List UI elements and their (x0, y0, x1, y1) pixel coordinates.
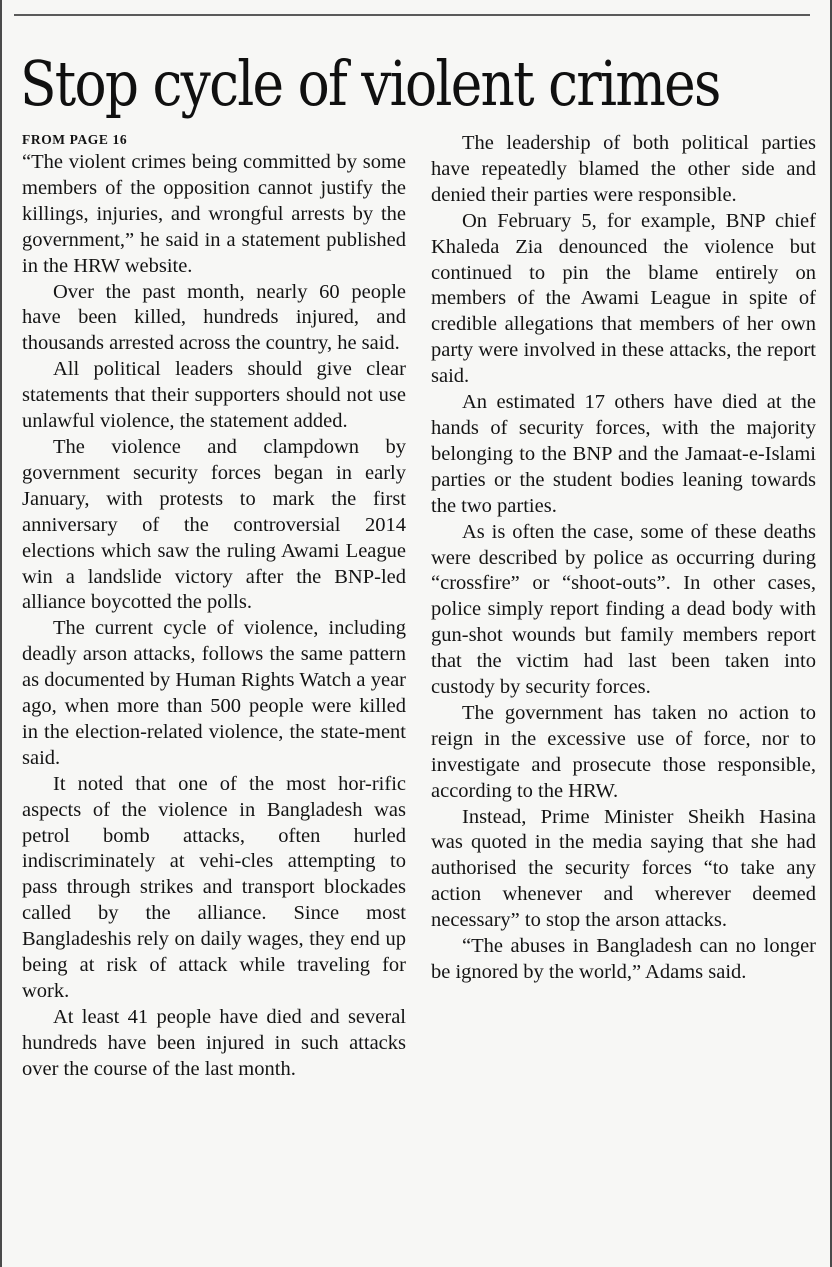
paragraph: On February 5, for example, BNP chief Khaleda Zia denounced the violence but continued to pin the blame entirely on members of the Awami League in spite of credible allegations that members of her own party were involved in these attacks, the report said. (431, 209, 816, 388)
paragraph: “The violent crimes being committed by some members of the opposition cannot justify the killings, injuries, and wrongful arrests by the government,” he said in a statement published in the HRW website. (22, 151, 406, 277)
paragraph: It noted that one of the most hor-rific aspects of the violence in Bangladesh was petrol bomb attacks, often hurled indiscriminately at vehi-cles attempting to pass through strikes and transport blockades called by the alliance. Since most Bangladeshis rely on daily wages, they end up being at risk of attack while traveling for work. (22, 772, 406, 1002)
headline: Stop cycle of violent crimes (20, 47, 720, 120)
paragraph: “The abuses in Bangladesh can no longer be ignored by the world,” Adams said. (431, 935, 816, 983)
paragraph: Instead, Prime Minister Sheikh Hasina was quoted in the media saying that she had authorised the security forces “to take any action whenever and wherever deemed necessary” to stop the arson attacks. (431, 805, 816, 932)
paragraph: The government has taken no action to reign in the excessive use of force, nor to investigate and prosecute those responsible, according to the HRW. (431, 701, 816, 802)
jump-label: FROM PAGE 16 (22, 132, 128, 147)
paragraph: The violence and clampdown by government security forces began in early January, with protests to mark the first anniversary of the controversial 2014 elections which saw the ruling Awami League win a landslide victory after the BNP-led alliance boycotted the polls. (22, 435, 406, 614)
paragraph: The current cycle of violence, including deadly arson attacks, follows the same pattern as documented by Human Rights Watch a year ago, when more than 500 people were killed in the election-related violence, the state-ment said. (22, 617, 406, 769)
paragraph: As is often the case, some of these deaths were described by police as occurring during “crossfire” or “shoot-outs”. In other cases, police simply report finding a dead body with gun-shot wounds but family members report that the victim had last been taken into custody by security forces. (431, 520, 816, 699)
column-right (431, 131, 816, 986)
paragraph: At least 41 people have died and several hundreds have been injured in such attacks over the course of the last month. (22, 1005, 406, 1080)
paragraph: All political leaders should give clear statements that their supporters should not use unlawful violence, the statement added. (22, 358, 406, 433)
column-left (22, 131, 406, 1083)
paragraph: Over the past month, nearly 60 people have been killed, hundreds injured, and thousands arrested across the country, he said. (22, 280, 406, 355)
paragraph: An estimated 17 others have died at the hands of security forces, with the majority belonging to the BNP and the Jamaat-e-Islami parties or the student bodies leaning towards the two parties. (431, 391, 816, 517)
paragraph: The leadership of both political parties have repeatedly blamed the other side and denied their parties were responsible. (431, 132, 816, 206)
top-rule (14, 14, 810, 16)
